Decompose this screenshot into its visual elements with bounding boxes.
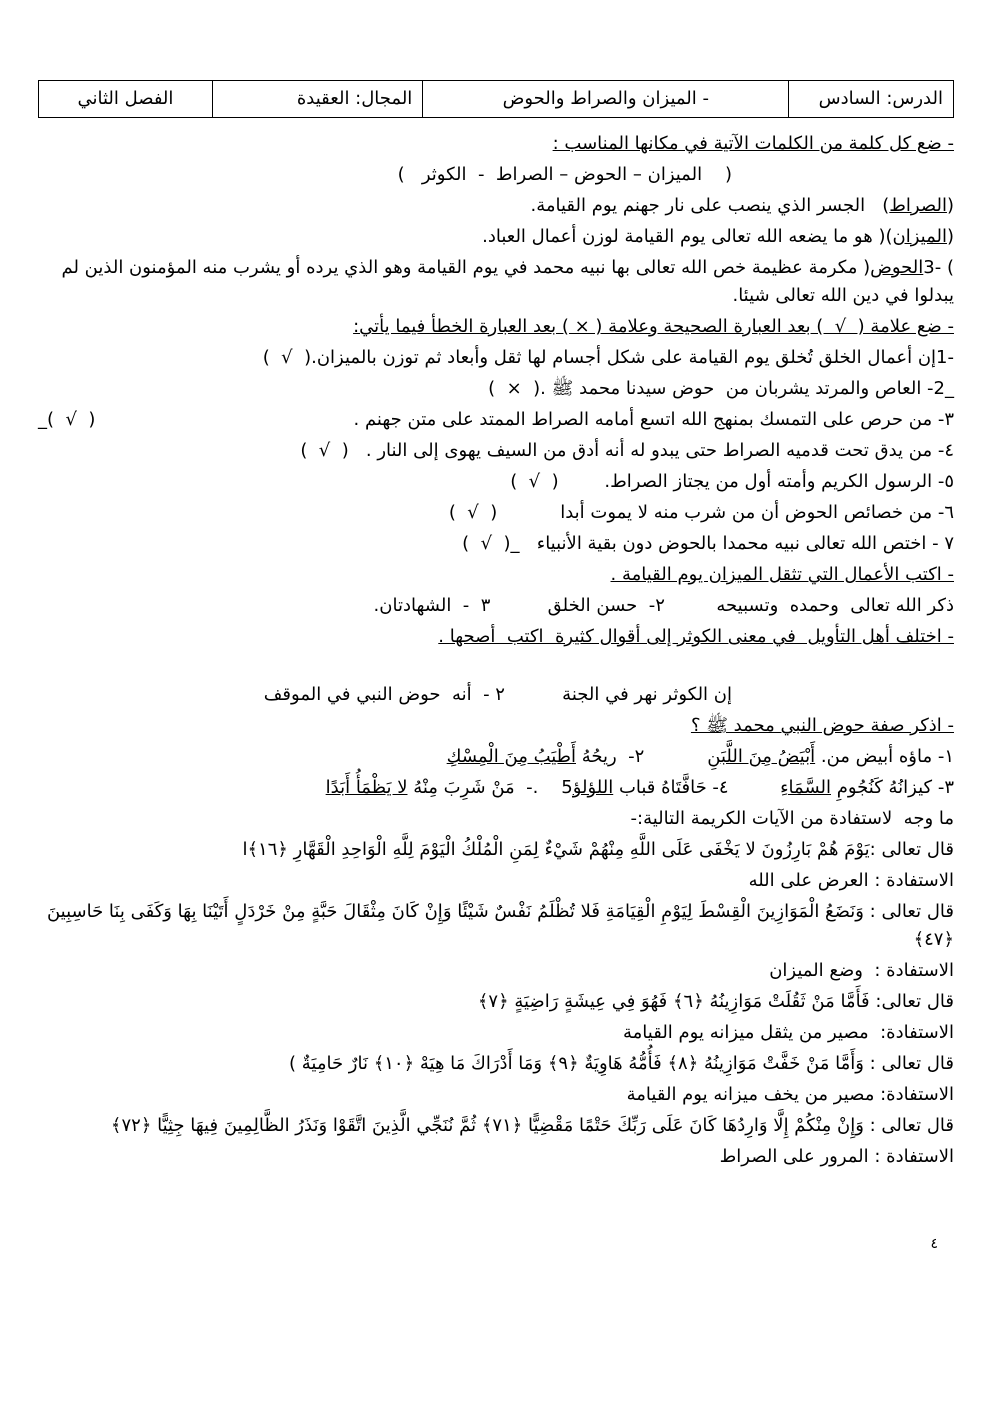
hawd-text: ١- ماؤه أبيض من. [815, 746, 954, 767]
hawd-text: 5 .- مَنْ شَرِبَ مِنْهُ [407, 777, 573, 798]
tf-mark: ( √ ) [510, 471, 559, 492]
header-semester: الفصل الثاني [39, 81, 213, 118]
verse-1: قال تعالى :يَوْمَ هُمْ بَارِزُونَ لا يَخْفَى عَلَى اللَّهِ مِنْهُمْ شَيْءٌ لِمَنِ الْمُلْكُ الْيَوْمَ لِلَّهِ الْوَاحِدِ الْقَهَّارِ ﴿١٦﴾ا [242, 839, 954, 860]
hawd-text: ٤- حَافَّتَاهُ قباب [613, 777, 781, 798]
fill-item-mizan [38, 223, 954, 251]
benefit-4: الاستفادة: مصير من يخف ميزانه يوم القيامة [626, 1084, 954, 1105]
kawthar-answer: إن الكوثر نهر في الجنة ٢ - أنه حوض النبي في الموقف [263, 684, 732, 705]
hawd-text: ٢- ريحُهُ [576, 746, 708, 767]
tf-statement: _2- العاص والمرتد يشربان من حوض سيدنا محمد ﷺ . [540, 378, 954, 399]
hawd-answer-line-2 [38, 774, 954, 802]
hawd-answer: لا يَظْمَأُ أَبَدًا [325, 777, 408, 798]
hawd-answer: السَّمَاءِ [780, 777, 831, 798]
deeds-instruction: - اكتب الأعمال التي تثقل الميزان يوم القيامة . [610, 564, 954, 585]
header-table [38, 80, 954, 118]
verse-4: قال تعالى : وَأَمَّا مَنْ خَفَّتْ مَوَازِينُهُ ﴿٨﴾ فَأُمُّهُ هَاوِيَةٌ ﴿٩﴾ وَمَا أَدْرَاكَ مَا هِيَهْ ﴿١٠﴾ نَارٌ حَامِيَةٌ ) [289, 1053, 954, 1074]
fill-item-word: الميزان [892, 226, 947, 247]
fill-item-close: ( [863, 257, 871, 278]
tf-statement: -1إن أعمال الخلق تُخلق يوم القيامة على شكل أجسام لها ثقل وأبعاد ثم توزن بالميزان. [311, 347, 954, 368]
tf-statement: ٧ - اختص الله تعالى نبيه محمدا بالحوض دون بقية الأنبياء [519, 533, 954, 554]
header-lesson-title: - الميزان والصراط والحوض [423, 81, 789, 118]
tf-item-7 [38, 530, 954, 558]
fill-item-hawd [38, 254, 954, 310]
hawd-text: ٣- كيزانُهُ كَنُجُومِ [831, 777, 954, 798]
fill-item-word: الحوض [870, 257, 924, 278]
tf-statement: ٥- الرسول الكريم وأمته أول من يجتاز الصراط. [558, 471, 954, 492]
fill-item-open: ) -3 [923, 257, 954, 278]
tf-mark: ( √ ) [300, 440, 349, 461]
header-row [39, 81, 954, 118]
tf-statement: ٦- من خصائص الحوض أن من شرب منه لا يموت أبدا [497, 502, 954, 523]
tf-mark: _( √ ) [462, 533, 520, 554]
word-bank: ( الميزان – الحوض – الصراط - الكوثر ) [397, 164, 732, 185]
tf-mark: ( √ )_ [38, 409, 96, 430]
tf-item-4 [38, 437, 954, 465]
fill-item-open: ( [946, 195, 954, 216]
benefit-1: الاستفادة : العرض على الله [748, 870, 954, 891]
deeds-answer: ذكر الله تعالى وحمده وتسبيحه ٢- حسن الخلق ٣ - الشهادتان. [373, 595, 954, 616]
tf-item-1 [38, 344, 954, 372]
tf-mark: ( √ ) [448, 502, 498, 523]
fill-item-close: ) [882, 195, 890, 216]
tf-statement: ٣- من حرص على التمسك بمنهج الله اتسع أمامه الصراط الممتد على متن جهنم . [353, 409, 954, 430]
benefit-5: الاستفادة : المرور على الصراط [719, 1146, 954, 1167]
tf-instruction: - ضع علامة ( √ ) بعد العبارة الصحيحة وعلامة ( × ) بعد العبارة الخطأ فيما يأتي: [353, 316, 954, 337]
fill-item-open: ( [946, 226, 954, 247]
hawd-answer: اللؤلؤ [572, 777, 614, 798]
fill-item-definition: الجسر الذي ينصب على نار جهنم يوم القيامة. [530, 195, 883, 216]
tf-item-2 [38, 375, 954, 403]
fill-item-close: )( [878, 226, 893, 247]
tf-mark: ( √ ) [262, 347, 312, 368]
tf-item-6 [38, 499, 954, 527]
fill-item-definition: هو ما يضعه الله تعالى يوم القيامة لوزن أعمال العباد. [482, 226, 879, 247]
verse-2: قال تعالى : وَنَضَعُ الْمَوَازِينَ الْقِسْطَ لِيَوْمِ الْقِيَامَةِ فَلا تُظْلَمُ نَفْسٌ شَيْئًا وَإِنْ كَانَ مِثْقَالَ حَبَّةٍ مِنْ خَرْدَلٍ أَتَيْنَا بِهَا وَكَفَى بِنَا حَاسِبِينَ ﴿٤٧﴾ [46, 901, 954, 950]
header-lesson: الدرس: السادس [789, 81, 954, 118]
tf-item-5 [38, 468, 954, 496]
benefit-3: الاستفادة: مصير من يثقل ميزانه يوم القيامة [623, 1022, 954, 1043]
hawd-answer: أَطْيَبُ مِنَ الْمِسْكِ [446, 746, 576, 767]
verse-3: قال تعالى: فَأَمَّا مَنْ ثَقُلَتْ مَوَازِينُهُ ﴿٦﴾ فَهُوَ فِي عِيشَةٍ رَاضِيَةٍ ﴿٧﴾ [477, 991, 954, 1012]
fill-instruction: - ضع كل كلمة من الكلمات الآتية في مكانها المناسب : [552, 133, 954, 154]
page-number: ٤ [930, 1236, 938, 1252]
hawd-answer-line-1 [38, 743, 954, 771]
benefit-2: الاستفادة : وضع الميزان [769, 960, 954, 981]
hawd-question: - اذكر صفة حوض النبي محمد ﷺ ؟ [690, 715, 954, 736]
tf-item-3 [38, 406, 954, 434]
verse-5: قال تعالى : وَإِنْ مِنْكُمْ إِلَّا وَارِدُهَا كَانَ عَلَى رَبِّكَ حَتْمًا مَقْضِيًّا ﴿٧١﴾ ثُمَّ نُنَجِّي الَّذِينَ اتَّقَوْا وَنَذَرُ الظَّالِمِينَ فِيهَا جِثِيًّا ﴿٧٢﴾ [110, 1115, 954, 1136]
fill-item-sirat [38, 192, 954, 220]
fill-item-definition: مكرمة عظيمة خص الله تعالى بها نبيه محمد في يوم القيامة وهو الذي يرده أو يشرب منه المؤمنون الذين لم يبدلوا في دين الله تعالى شيئا. [61, 257, 954, 306]
kawthar-instruction: - اختلف أهل التأويل في معنى الكوثر إلى أقوال كثيرة اكتب أصحها . [438, 626, 954, 647]
tf-statement: ٤- من يدق تحت قدميه الصراط حتى يبدو له أنه أدق من السيف يهوى إلى النار . [348, 440, 954, 461]
verses-instruction: ما وجه لاستفادة من الآيات الكريمة التالية:- [630, 808, 954, 829]
fill-item-word: الصراط [889, 195, 947, 216]
header-domain: المجال: العقيدة [212, 81, 422, 118]
tf-mark: ( × ) [488, 378, 541, 399]
hawd-answer: أَبْيَضُ مِنَ اللَّبَنِ [707, 746, 816, 767]
